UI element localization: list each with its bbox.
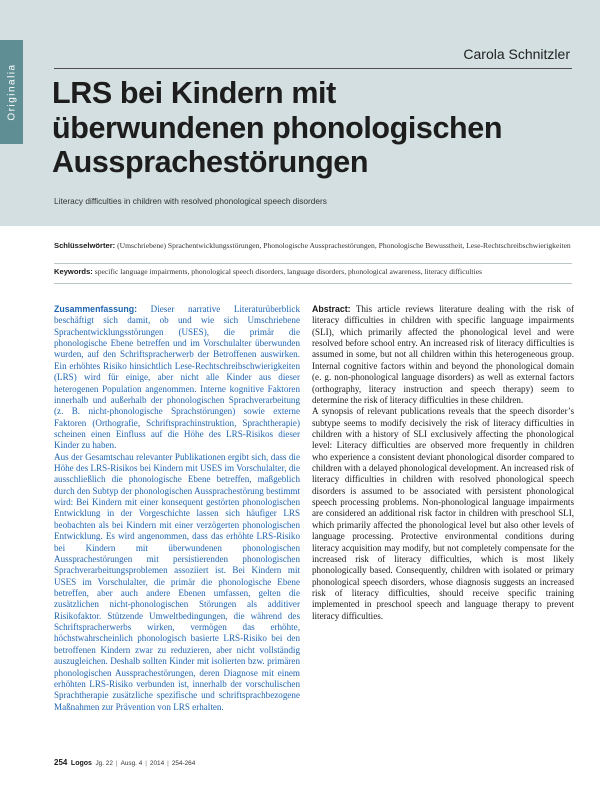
summary-label: Zusammenfassung: (54, 304, 138, 314)
keywords-divider (54, 263, 572, 264)
title-line: überwundenen phonologischen (52, 110, 503, 145)
english-abstract (312, 304, 574, 622)
author-name: Carola Schnitzler (463, 46, 570, 62)
page-number: 254 (54, 758, 68, 767)
german-summary (54, 304, 300, 713)
title-line: LRS bei Kindern mit (52, 76, 336, 110)
title-rule (54, 68, 572, 69)
journal-volume: Jg. 22 (95, 760, 113, 767)
abstract-label: Abstract: (312, 304, 351, 314)
page-footer: 254 Logos Jg. 22 | Ausg. 4 | 2014 | 254-264 (54, 758, 196, 767)
journal-year: 2014 (149, 760, 165, 767)
english-subtitle: Literacy difficulties in children with resolved phonological speech disorders (54, 196, 327, 206)
abstract-paragraph-2: A synopsis of relevant publications reveals that the speech disorder’s subtype seems to modify decisively the risk of literacy difficulties in children with a history of SLI exclusively affecting the phonological level: Literacy difficulties are observed more frequently in children who experience a consistent deviant phonological disorder compared to children with a delayed phonological development. An increased risk of literacy difficulties in children with resolved phonological speech disorders is assumed to be associated with persistent phonological speech processing problems. Non-phonological language impairments are considered an additional risk factor in children with preschool SLI, which primarily affected the phonological level but also other levels of language processing. Protective environmental conditions during literacy acquisition may modify, but not completely compensate for the increased risk of literacy difficulties, which is most likely phonologically based. Consequently, children with isolated or primary phonological speech disorders, whose diagnosis suggests an increased risk of literacy difficulties, should receive specific training implemented in preschool speech and language therapy to prevent literacy difficulties. (312, 406, 574, 621)
abstract-divider (54, 283, 572, 284)
keywords-english (54, 267, 572, 278)
journal-issue: Ausg. 4 (120, 760, 143, 767)
page-range: 254-264 (171, 760, 196, 767)
summary-paragraph-1 (54, 304, 300, 452)
keywords-english-text: specific language impairments, phonological speech disorders, language disorders, phonological awareness, literacy difficulties (94, 267, 482, 276)
section-tab (0, 40, 23, 144)
abstract-text: This article reviews literature dealing with the risk of literacy difficulties in children with specific language impairments (SLI), which primarily affected the phonological level and were resolved before school entry. An increased risk of literacy difficulties is assumed in some, but not all children within this heterogeneous group. Internal cognitive factors within and beyond the phonological domain (e. g. non-phonological language disorders) as well as external factors (orthography, literacy instruction and speech therapy) seem to determine the risk of literacy difficulties in these children. (312, 304, 574, 405)
journal-name: Logos (70, 760, 92, 767)
article-title (52, 76, 572, 180)
abstract-paragraph-1 (312, 304, 574, 406)
header-band (0, 0, 600, 226)
title-line: Aussprachestörungen (52, 145, 369, 179)
summary-paragraph-2: Aus der Gesamtschau relevanter Publikationen ergibt sich, dass die Höhe des LRS-Risikos bei Kindern mit USES im Vorschulalter, die ausschließlich die phonologische Ebene betreffen, maßgeblich durch den Subtyp der phonologischen Aussprachestörung bestimmt wird: Bei Kindern mit einer konsequent gestörten phonologischen Entwicklung in der Vorgeschichte lassen sich häufiger LRS beobachten als bei Kindern mit einer verzögerten phonologischen Entwicklung. Es wird angenommen, dass das erhöhte LRS-Risiko bei Kindern mit überwundenen phonologischen Aussprachestörungen mit persistierenden phonologischen Sprachverarbeitungsproblemen assoziiert ist. Bei Kindern mit USES im Vorschulalter, die primär die phonologische Ebene betreffen, aber auch andere Ebenen umfassen, gelten die zusätzlichen nicht-phonologischen Störungen als additiver Risikofaktor. Stützende Umweltbedingungen, die während des Schriftspracherwerbs wirken, vermögen das erhöhte, höchstwahrscheinlich phonologisch basierte LRS-Risiko bei den betroffenen Kindern zwar zu reduzieren, aber nicht vollständig auszugleichen. Deshalb sollten Kinder mit isolierten bzw. primären phonologischen Aussprachestörungen, deren Diagnose mit einem erhöhten LRS-Risiko verbunden ist, innerhalb der vorschulischen Sprachtherapie zusätzliche spezifische und schriftsprachbezogene Maßnahmen zur Prävention von LRS erhalten. (54, 451, 300, 712)
section-label: Originalia (6, 63, 17, 121)
summary-text: Dieser narrative Literaturüberblick beschäftigt sich damit, ob und wie sich Umschriebene Sprachentwicklungsstörungen (USES), die primär die phonologische Ebene betreffen und im Vorschulalter überwunden wurden, auf den Schriftspracherwerb der Betroffenen auswirken. Ein erhöhtes Risiko hinsichtlich Lese-Rechtschreibschwierigkeiten (LRS) wird für einige, aber nicht alle Kinder aus dieser heterogenen Population angenommen. Interne kognitive Faktoren innerhalb und außerhalb der phonologischen Sprachverarbeitung (z. B. nicht-phonologische Sprachstörungen) sowie externe Faktoren (Orthografie, Schriftsprachinstruktion, Sprachtherapie) scheinen einen Einfluss auf die Höhe des LRS-Risikos dieser Kinder zu haben. (54, 304, 300, 451)
keywords-english-label: Keywords: (54, 267, 93, 276)
keywords-german-label: Schlüsselwörter: (54, 241, 116, 250)
keywords-german (54, 241, 572, 252)
keywords-german-text: (Umschriebene) Sprachentwicklungsstörungen, Phonologische Aussprachestörungen, Phonologische Bewusstheit, Lese-Rechtschreibschwierigkeiten (117, 241, 571, 250)
